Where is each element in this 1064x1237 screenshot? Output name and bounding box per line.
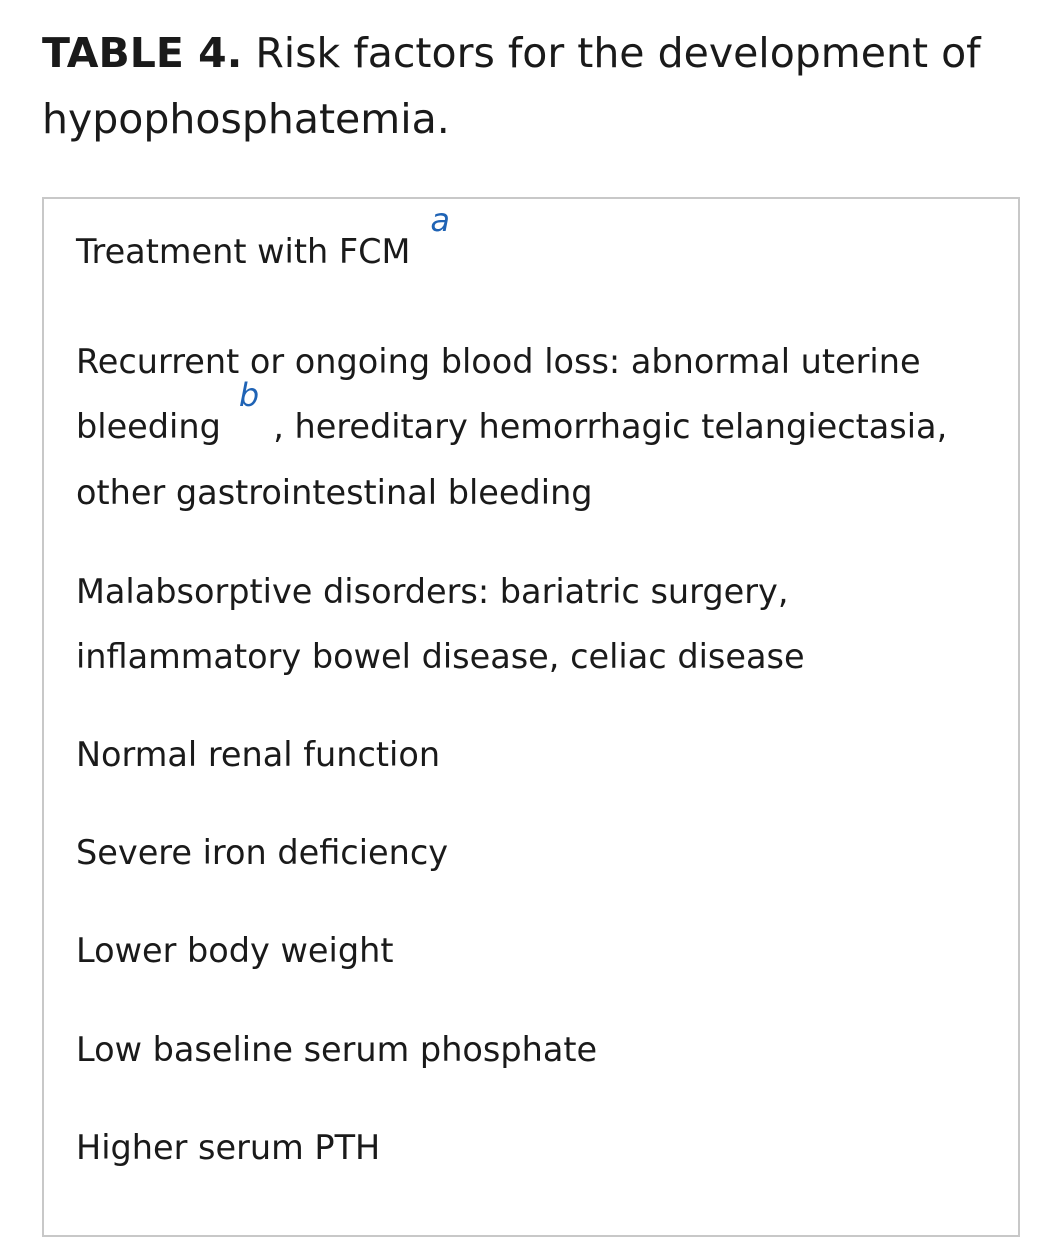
row-text: , hereditary hemorrhagic telangiectasia, other gastrointestinal bleeding [76, 407, 948, 512]
row-text: Low baseline serum phosphate [76, 1030, 598, 1069]
row-text: Normal renal function [76, 735, 441, 774]
table-row [76, 820, 1006, 885]
table-row [76, 1017, 1006, 1082]
row-text: Higher serum PTH [76, 1128, 381, 1167]
table-label: TABLE 4. [42, 29, 243, 77]
table-row [76, 201, 1006, 285]
table-title: Risk factors for the development of hypophosphatemia. [42, 29, 981, 143]
table-caption [42, 20, 1002, 152]
row-text: Lower body weight [76, 931, 394, 970]
row-text: Treatment with FCM [76, 232, 411, 271]
row-text: Severe iron deficiency [76, 833, 449, 872]
footnote-link-a[interactable]: a [430, 201, 451, 239]
risk-factors-table [42, 197, 1020, 1237]
row-text: Recurrent or ongoing blood loss: abnormal uterine bleeding [76, 342, 921, 446]
table-row [76, 559, 1006, 689]
table-row [76, 722, 1006, 787]
table-row [76, 1115, 1006, 1180]
table-row [76, 918, 1006, 983]
row-text: Malabsorptive disorders: bariatric surgery, inflammatory bowel disease, celiac disease [76, 572, 805, 676]
table-row [76, 329, 1006, 525]
footnote-link-b[interactable]: b [238, 376, 260, 414]
